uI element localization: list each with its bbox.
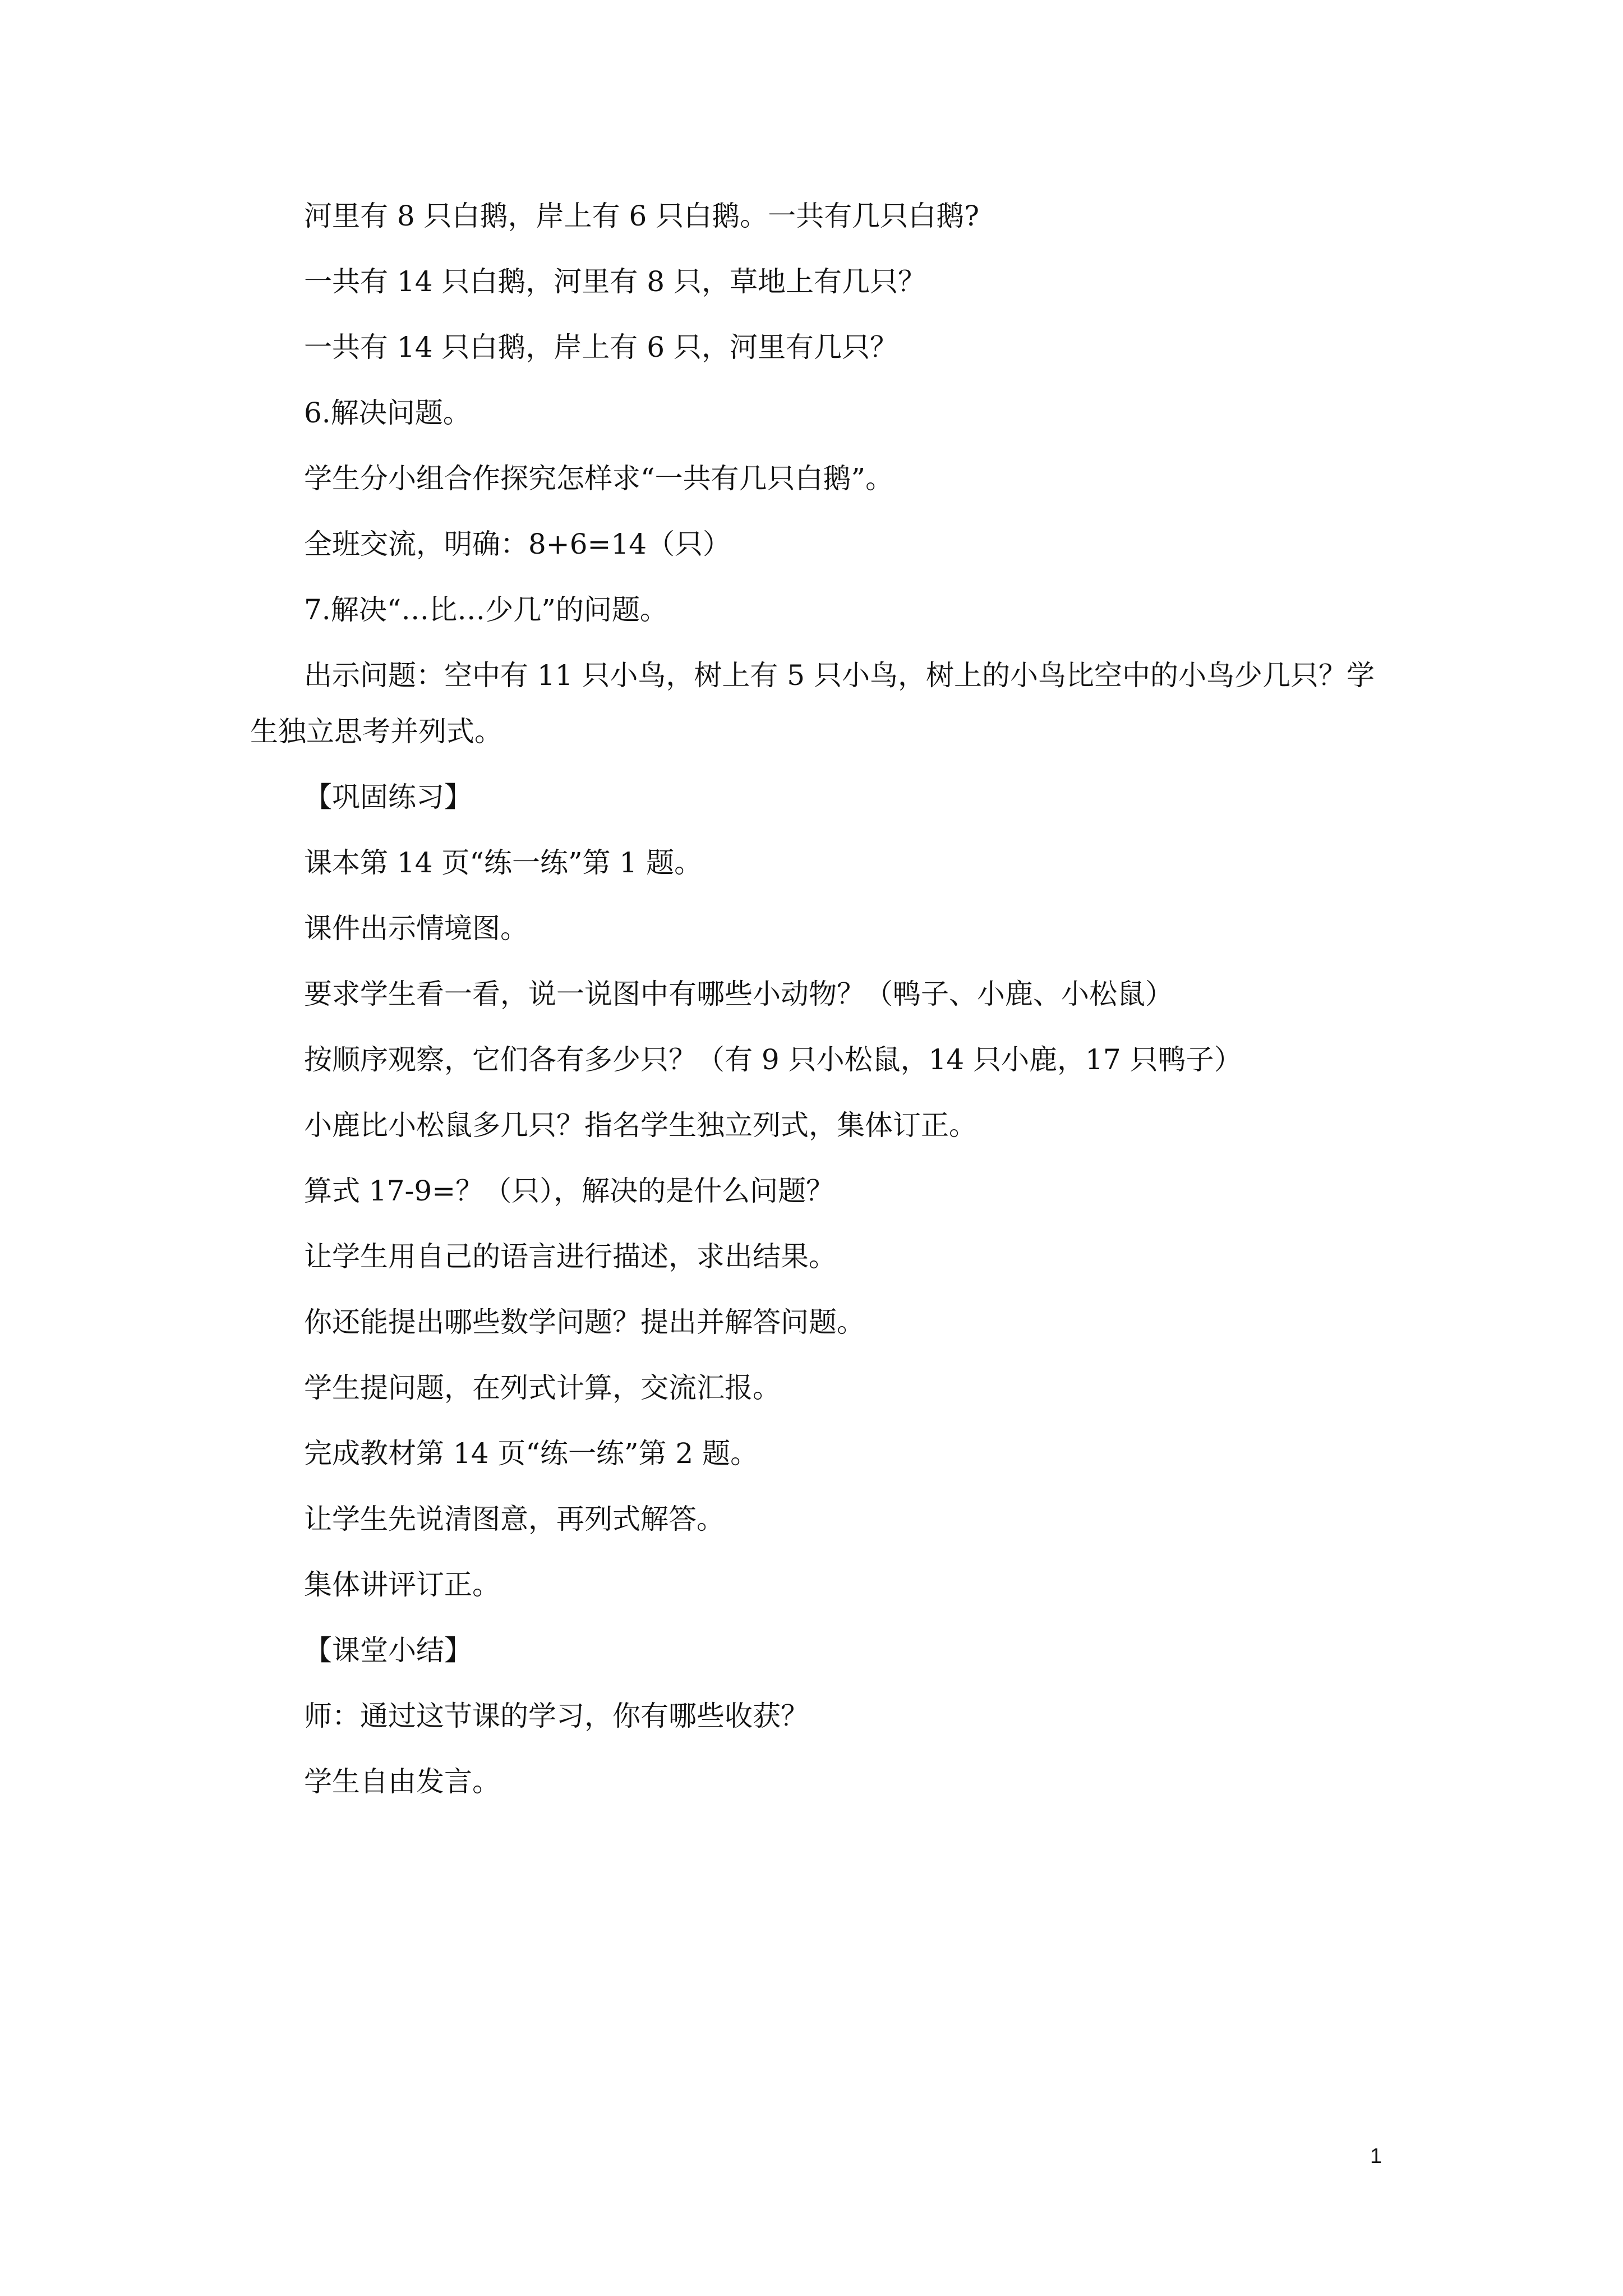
paragraph: 一共有 14 只白鹅，河里有 8 只，草地上有几只？ [304,265,926,298]
section-heading: 【课堂小结】 [304,1634,472,1667]
paragraph: 一共有 14 只白鹅，岸上有 6 只，河里有几只？ [304,331,898,364]
paragraph: 集体讲评订正。 [304,1568,500,1601]
paragraph: 河里有 8 只白鹅，岸上有 6 只白鹅。一共有几只白鹅? [304,200,980,232]
paragraph: 出示问题：空中有 11 只小鸟，树上有 5 只小鸟，树上的小鸟比空中的小鸟少几只？学 [304,659,1375,692]
section-heading: 6.解决问题。 [304,397,471,429]
paragraph: 师：通过这节课的学习，你有哪些收获？ [304,1700,809,1732]
document-body [250,196,1394,1828]
section-heading: 7.解决“…比…少几”的问题。 [304,593,668,626]
paragraph: 要求学生看一看，说一说图中有哪些小动物？（鸭子、小鹿、小松鼠） [304,978,1173,1010]
paragraph: 小鹿比小松鼠多几只？指名学生独立列式，集体订正。 [304,1109,977,1142]
paragraph: 全班交流，明确：8+6=14（只） [304,528,731,560]
paragraph: 学生自由发言。 [304,1765,500,1798]
paragraph: 让学生先说清图意，再列式解答。 [304,1503,725,1535]
page-number: 1 [1370,2145,1382,2168]
paragraph: 让学生用自己的语言进行描述，求出结果。 [304,1240,837,1273]
paragraph: 学生提问题，在列式计算，交流汇报。 [304,1372,781,1404]
paragraph: 完成教材第 14 页“练一练”第 2 题。 [304,1437,759,1470]
paragraph: 你还能提出哪些数学问题？提出并解答问题。 [304,1306,865,1338]
paragraph-continuation: 生独立思考并列式。 [250,715,502,748]
paragraph: 按顺序观察，它们各有多少只？（有 9 只小松鼠，14 只小鹿，17 只鸭子） [304,1043,1242,1076]
paragraph: 学生分小组合作探究怎样求“一共有几只白鹅”。 [304,462,894,495]
paragraph: 课件出示情境图。 [304,912,528,945]
section-heading: 【巩固练习】 [304,781,472,813]
paragraph: 课本第 14 页“练一练”第 1 题。 [304,846,703,879]
paragraph: 算式 17-9=？（只），解决的是什么问题？ [304,1175,834,1207]
